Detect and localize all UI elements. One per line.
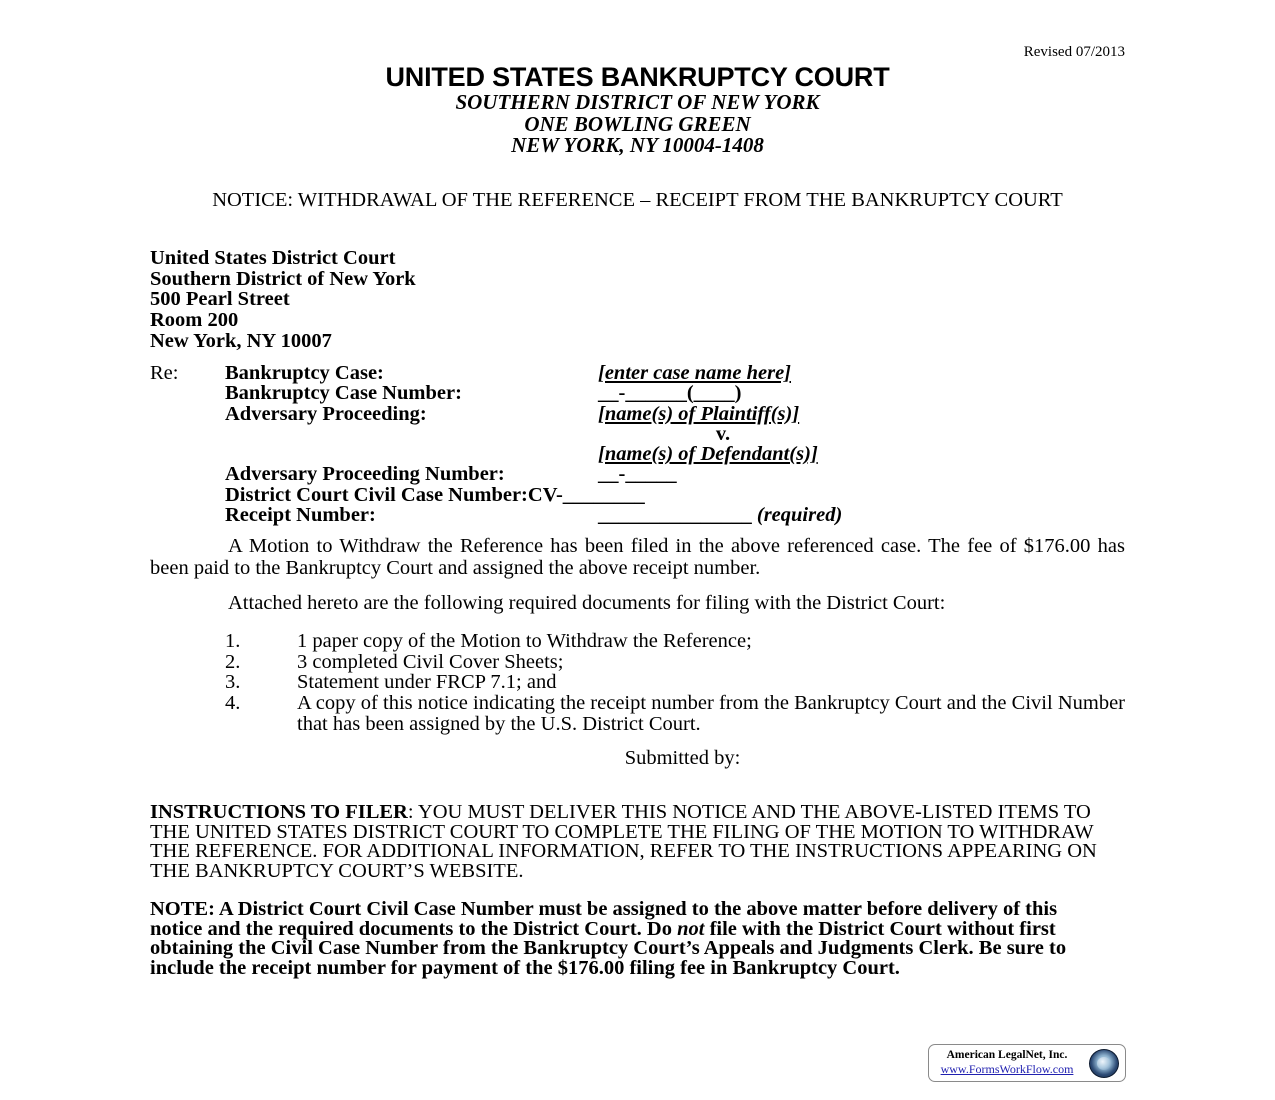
list-item xyxy=(225,631,1125,652)
adversary-defendant-field[interactable]: [name(s) of Defendant(s)] xyxy=(598,443,818,466)
list-item-text: A copy of this notice indicating the receipt number from the Bankruptcy Court and the Civil Number that has been assigned by the U.S. District Court. xyxy=(297,692,1125,735)
list-item xyxy=(225,672,1125,693)
case-name-row xyxy=(150,363,1125,383)
versus-row xyxy=(150,424,1125,444)
bankruptcy-case-number-label: Bankruptcy Case Number: xyxy=(225,382,462,405)
receipt-number-label: Receipt Number: xyxy=(225,504,376,527)
adversary-plaintiff-field[interactable]: [name(s) of Plaintiff(s)] xyxy=(598,402,800,425)
adversary-number-field[interactable]: __-_____ xyxy=(598,463,677,486)
re-label: Re: xyxy=(150,362,179,384)
court-name: UNITED STATES BANKRUPTCY COURT xyxy=(385,62,890,92)
district-civil-number-row xyxy=(150,485,1125,505)
bankruptcy-case-field[interactable]: [enter case name here] xyxy=(598,362,791,384)
addressee-line-5: New York, NY 10007 xyxy=(150,329,332,352)
list-item-number: 3. xyxy=(225,671,241,694)
instructions-to-filer xyxy=(150,803,1128,881)
district-civil-number-field[interactable]: CV-________ xyxy=(527,483,645,506)
adversary-number-label: Adversary Proceeding Number: xyxy=(225,463,505,486)
adversary-proceeding-label: Adversary Proceeding: xyxy=(225,402,427,425)
addressee-block xyxy=(150,248,416,352)
addressee-line-1: United States District Court xyxy=(150,247,396,269)
district-civil-number-label: District Court Civil Case Number: xyxy=(225,483,528,506)
court-city-state-zip: NEW YORK, NY 10004-1408 xyxy=(511,133,764,157)
court-district: SOUTHERN DISTRICT OF NEW YORK xyxy=(455,90,820,114)
badge-text-group xyxy=(937,1048,1077,1077)
list-item xyxy=(225,652,1125,673)
note-block xyxy=(150,900,1112,978)
receipt-number-field[interactable]: _______________ xyxy=(598,504,752,527)
list-item-number: 1. xyxy=(225,630,241,652)
addressee-line-4: Room 200 xyxy=(150,309,239,332)
case-number-row xyxy=(150,383,1125,403)
notice-title: NOTICE: WITHDRAWAL OF THE REFERENCE – RECEIPT FROM THE BANKRUPTCY COURT xyxy=(212,189,1063,211)
list-item xyxy=(225,693,1125,734)
note-text-part-1: NOTE: A District Court Civil Case Number must be assigned to the above matter before delivery of this notice and the required documents to the District Court. Do xyxy=(150,898,1058,940)
bankruptcy-case-label: Bankruptcy Case: xyxy=(225,362,384,384)
letterhead xyxy=(150,62,1125,157)
note-text-part-2: file with the District Court without first obtaining the Civil Case Number from the Bankruptcy Court’s Appeals and Judgments Clerk. Be sure to include the receipt number for payment of the $176.00 filing fee in Bankruptcy Court. xyxy=(150,917,1067,979)
addressee-line-3: 500 Pearl Street xyxy=(150,288,290,311)
versus-label: v. xyxy=(715,422,731,445)
legalnet-seal-icon xyxy=(1089,1049,1119,1078)
instructions-text: : YOU MUST DELIVER THIS NOTICE AND THE ABOVE-LISTED ITEMS TO THE UNITED STATES DISTRICT COURT TO COMPLETE THE FILING OF THE MOTION TO WITHDRAW THE REFERENCE. FOR ADDITIONAL INFORMATION, REFER TO THE INSTRUCTIONS APPEARING ON THE BANKRUPTCY COURT’S WEBSITE. xyxy=(150,801,1097,882)
list-item-number: 4. xyxy=(225,692,241,715)
list-item-text: Statement under FRCP 7.1; and xyxy=(297,671,557,694)
legalnet-footer-badge[interactable] xyxy=(928,1044,1126,1082)
case-reference-block xyxy=(150,363,1125,525)
list-item-number: 2. xyxy=(225,650,241,673)
bankruptcy-case-number-field[interactable]: __-______(____) xyxy=(598,382,742,405)
court-street: ONE BOWLING GREEN xyxy=(524,111,751,136)
list-item-text: 3 completed Civil Cover Sheets; xyxy=(297,650,564,673)
adversary-number-row xyxy=(150,464,1125,484)
addressee-line-2: Southern District of New York xyxy=(150,267,416,290)
revision-stamp: Revised 07/2013 xyxy=(1023,44,1125,60)
note-emphasis: not xyxy=(677,917,705,940)
badge-url-link[interactable]: www.FormsWorkFlow.com xyxy=(940,1062,1074,1076)
required-documents-list xyxy=(225,631,1125,735)
submitted-by-label: Submitted by: xyxy=(624,747,741,769)
badge-company-name: American LegalNet, Inc. xyxy=(946,1049,1068,1061)
list-item-text: 1 paper copy of the Motion to Withdraw the Reference; xyxy=(297,630,752,652)
instructions-heading: INSTRUCTIONS TO FILER xyxy=(150,801,408,823)
adversary-defendant-row xyxy=(150,444,1125,464)
receipt-number-row xyxy=(150,505,1125,525)
adversary-proceeding-row xyxy=(150,404,1125,424)
receipt-number-note: (required) xyxy=(756,504,843,527)
body-paragraph-1: A Motion to Withdraw the Reference has been filed in the above referenced case. The fee of $176.00 has been paid to the Bankruptcy Court and assigned the above receipt number. xyxy=(150,535,1125,579)
body-paragraph-2: Attached hereto are the following required documents for filing with the District Court: xyxy=(228,592,946,614)
